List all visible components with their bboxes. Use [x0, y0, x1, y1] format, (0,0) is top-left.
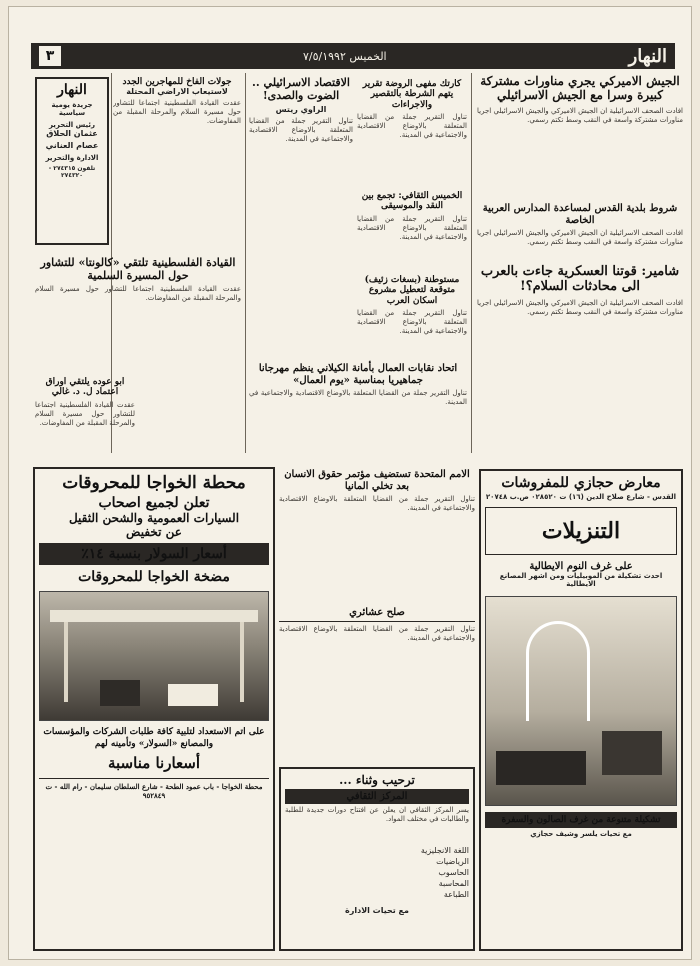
notice-items [285, 845, 469, 900]
phone-number: تلفون ٢٧٤٣١٥ - ٢٧٤٣٢٠ [48, 165, 96, 180]
notice-item: الرياضيات [436, 857, 469, 866]
editor-label: رئيس التحرير [48, 121, 96, 130]
address-label: الادارة والتحرير [45, 154, 99, 163]
culture-article [357, 191, 467, 275]
shamir-body: افادت الصحف الاسرائيلية ان الجيش الاميركي والجيش الاسرائيلي اجريا مناورات مشتركة واسعة في النقب وسط تكتم رسمي. [477, 298, 683, 316]
masthead-bar [31, 43, 675, 69]
notice-footer: مع تحيات الادارة [345, 906, 409, 915]
publisher-desc: جريدة يومية سياسية [51, 101, 93, 118]
fuel-ad-bottom1: على اتم الاستعداد لتلبية كافة طلبات الشركات والمؤسسات والمصانع «السولار» وتأمينه لهم [43, 727, 265, 749]
fuel-ad-line1: تعلن لجميع اصحاب [98, 495, 210, 511]
lead-article [477, 75, 683, 207]
culture-body: تناول التقرير جملة من القضايا المتعلقة بالاوضاع الاقتصادية والاجتماعية في المدينة. [357, 214, 467, 241]
publisher-logo: النهار [57, 82, 87, 98]
hijazi-ad [479, 469, 683, 951]
reconciliation-headline: صلح عشائري [279, 607, 475, 622]
manager-name: عصام العناني [45, 141, 99, 151]
hijazi-ad-brand: التنزيلات [541, 518, 621, 544]
notice-item: المحاسبة [438, 879, 469, 888]
lead-headline: الجيش الاميركي يجري مناورات مشتركة كبيرة وسرا مع الجيش الاسرائيلي [480, 74, 680, 102]
fuel-ad-discount: أسعار السولار بنسبة ١٤٪ [39, 543, 269, 565]
fuel-ad [33, 467, 275, 951]
fuel-ad-heading: محطة الخواجا للمحروقات [62, 473, 246, 493]
notice-subtitle: المركز الثقافي [285, 789, 469, 804]
schools-body: افادت الصحف الاسرائيلية ان الجيش الاميركي والجيش الاسرائيلي اجريا مناورات مشتركة واسعة في النقب وسط تكتم رسمي. [477, 229, 683, 246]
dispute-headline: الامم المتحدة تستضيف مؤتمر حقوق الانسان بعد تخلي المانيا [284, 469, 470, 492]
column-divider [245, 73, 246, 453]
economy-body: تناول التقرير جملة من القضايا المتعلقة بالاوضاع الاقتصادية والاجتماعية في المدينة. [249, 117, 353, 144]
notice-body: يسر المركز الثقافي ان يعلن عن افتتاح دورات جديدة للطلبة والطالبات في مختلف المواد. [285, 806, 469, 823]
reconciliation-article [279, 607, 475, 745]
economy-byline: الراوي ريتس [275, 105, 327, 115]
rebuttal-body: تناول التقرير جملة من القضايا المتعلقة بالاوضاع الاقتصادية والاجتماعية في المدينة. [357, 113, 467, 140]
hijazi-ad-line2: احدث تشكيلة من الموبيليات ومن اشهر المصانع الايطالية [499, 572, 663, 588]
hijazi-ad-caption: تشكيلة متنوعة من غرف الصالون والسفرة [485, 812, 677, 828]
hijazi-ad-line1: على غرف النوم الايطالية [529, 561, 633, 572]
notice-item: الحاسوب [438, 868, 469, 877]
culture-headline: الخميس الثقافي: تجمع بين النقد والموسيقى [361, 191, 463, 212]
publisher-box [35, 77, 109, 245]
notice-title: ترحيب وثناء ... [339, 773, 415, 787]
notice-item: الطباعة [443, 890, 469, 899]
labour-headline: اتحاد نقابات العمال بأمانة الكيلاني ينظم مهرجانا جماهيريا بمناسبة «يوم العمال» [258, 363, 458, 386]
dispute-article [279, 469, 475, 595]
dispute-body: تناول التقرير جملة من القضايا المتعلقة بالاوضاع الاقتصادية والاجتماعية في المدينة. [279, 495, 475, 512]
fuel-ad-line3: عن تخفيض [126, 525, 182, 539]
fuel-ad-footer: محطة الخواجا - باب عمود الطحة - شارع السلطان سليمان - رام الله - ت ٩٥٢٨٤٩ [39, 778, 269, 800]
hijazi-ad-heading: معارض حجازي للمفروشات [501, 475, 661, 491]
labour-article [249, 363, 467, 459]
palestine-headline: القيادة الفلسطينية تلتقي «كالونتا» للتشاور حول المسيرة السلمية [40, 256, 236, 282]
palestine-body: عقدت القيادة الفلسطينية اجتماعا للتشاور حول مسيرة السلام والمرحلة المقبلة من المفاوضات. [35, 285, 241, 303]
notice-box [279, 767, 475, 951]
page-number: ٣ [39, 46, 61, 66]
abu-body: عقدت القيادة الفلسطينية اجتماعا للتشاور حول مسيرة السلام والمرحلة المقبلة من المفاوضات. [35, 400, 135, 427]
lead-body: افادت الصحف الاسرائيلية ان الجيش الاميركي والجيش الاسرائيلي اجريا مناورات مشتركة واسعة في النقب وسط تكتم رسمي. [477, 106, 683, 124]
showroom-photo [485, 596, 677, 806]
hijazi-brand-box [485, 507, 677, 555]
rebuttal-headline: كارتك مفهى الروضة تقرير يتهم الشرطة بالتقصير والاجراءات [362, 79, 462, 110]
hijazi-ad-caption2: مع تحيات يلسر وشيف حجازي [530, 830, 632, 838]
newspaper-page [8, 6, 692, 960]
reconciliation-body: تناول التقرير جملة من القضايا المتعلقة بالاوضاع الاقتصادية والاجتماعية في المدينة. [279, 624, 475, 642]
masthead-date: الخميس ٧/٥/١٩٩٢ [303, 49, 387, 63]
masthead-logo: النهار [628, 45, 667, 67]
schools-headline: شروط بلدية القدس لمساعدة المدارس العربية الخاصة [482, 203, 678, 226]
fuel-ad-bottom2: أسعارنا مناسبة [107, 754, 201, 773]
shamir-headline: شامير: قوتنا العسكرية جاءت بالعرب الى محادثات السلام؟! [480, 264, 680, 294]
pull-quote-sub: لاستيعاب الاراضي المحتلة [126, 87, 228, 97]
pull-quote [113, 77, 241, 259]
palestine-article [35, 257, 241, 365]
column-divider [471, 73, 472, 453]
housing-headline: مستوطنة (بسغات زئيف) متوقعة لتعطيل مشروع اسكان العرب [364, 275, 460, 306]
fuel-ad-line2: السيارات العمومية والشحن الثقيل [68, 511, 240, 525]
economy-headline: الاقتصاد الاسرائيلي .. الضوت والصدى! [252, 76, 350, 102]
fuel-ad-line5: مضخة الخواجا للمحروقات [78, 569, 230, 585]
shamir-article [477, 265, 683, 469]
abu-headline: ابو عوده يلتقي اوراق اعتماد ل. د. غالي [45, 377, 125, 398]
station-photo [39, 591, 269, 721]
pull-quote-title: جولات الفاخ للمهاجرين الجدد [122, 77, 232, 87]
housing-body: تناول التقرير جملة من القضايا المتعلقة بالاوضاع الاقتصادية والاجتماعية في المدينة. [357, 309, 467, 336]
abu-article [35, 377, 135, 441]
rebuttal-article [357, 79, 467, 201]
hijazi-ad-address: القدس - شارع صلاح الدين (١٦) ت ٠٢٨٥٢٠ ص.ب ٢٠٧٤٨ [485, 493, 677, 501]
labour-body: تناول التقرير جملة من القضايا المتعلقة بالاوضاع الاقتصادية والاجتماعية في المدينة. [249, 389, 467, 406]
economy-article [249, 77, 353, 377]
pull-quote-body: عقدت القيادة الفلسطينية اجتماعا للتشاور حول مسيرة السلام والمرحلة المقبلة من المفاوضات. [113, 99, 241, 126]
editor-name: عثمان الحلاق [46, 129, 98, 139]
notice-item: اللغة الانجليزية [420, 846, 469, 855]
